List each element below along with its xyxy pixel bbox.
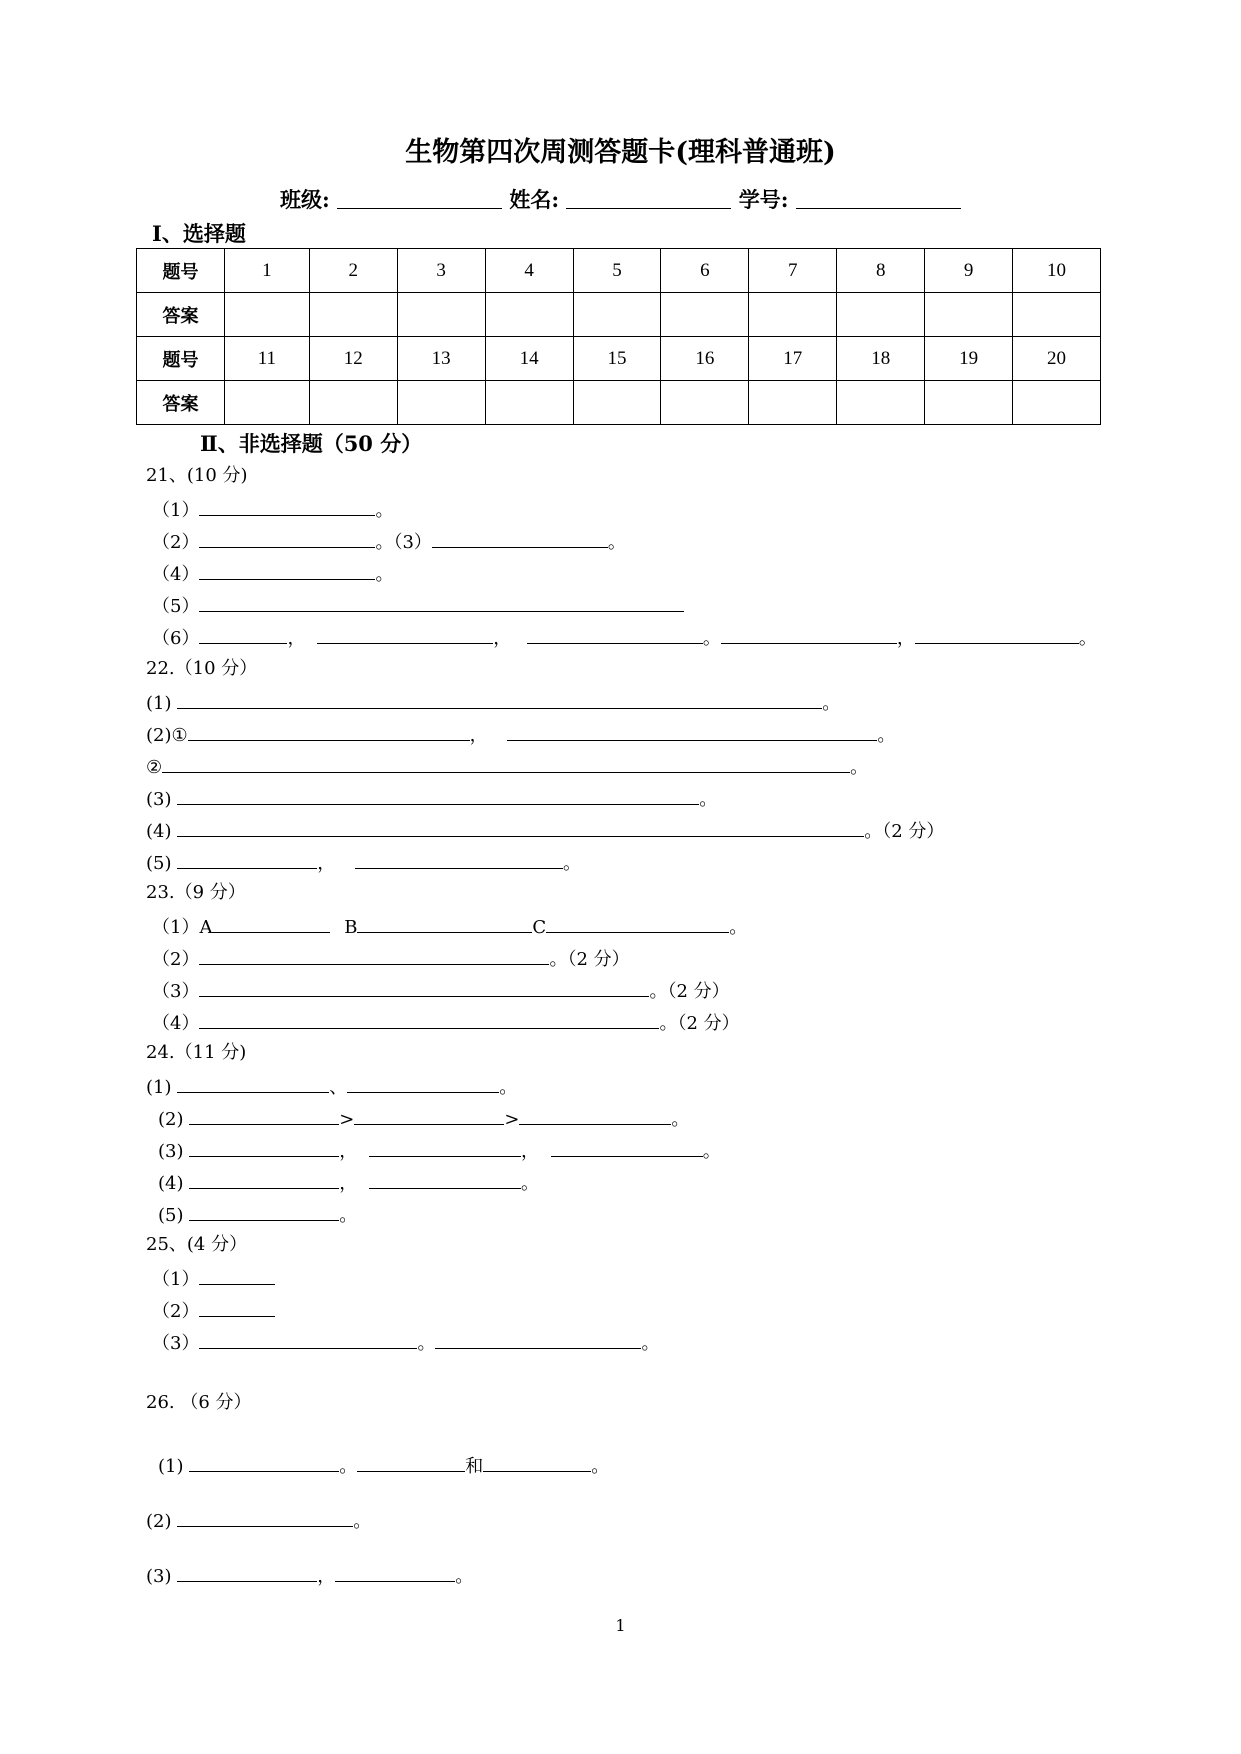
q21-part-2-3 bbox=[152, 529, 626, 554]
q22-part-4 bbox=[146, 818, 944, 843]
question-number-cell: 5 bbox=[573, 249, 661, 293]
part-label: B bbox=[344, 917, 358, 938]
page-number: 1 bbox=[615, 1616, 626, 1635]
answer-cell[interactable] bbox=[925, 381, 1013, 425]
q24-part-2 bbox=[158, 1106, 689, 1131]
answer-cell[interactable] bbox=[661, 293, 749, 337]
answer-blank[interactable] bbox=[551, 1138, 703, 1157]
q25-part-3 bbox=[152, 1330, 659, 1355]
punctuation: ， bbox=[287, 628, 306, 649]
punctuation: 。 bbox=[850, 757, 869, 778]
question-number-cell: 16 bbox=[661, 337, 749, 381]
part-label: (3) bbox=[146, 789, 172, 810]
answer-blank[interactable] bbox=[199, 529, 375, 548]
answer-blank[interactable] bbox=[177, 1074, 329, 1093]
answer-blank[interactable] bbox=[357, 914, 532, 933]
part-label: (1) bbox=[158, 1456, 184, 1477]
part-label: (2) bbox=[146, 1511, 172, 1532]
punctuation: 。 bbox=[699, 789, 718, 810]
page-title: 生物第四次周测答题卡(理科普通班) bbox=[405, 137, 836, 168]
section-2-heading: Ⅱ、非选择题（50 分） bbox=[200, 431, 423, 456]
question-number-cell: 11 bbox=[225, 337, 310, 381]
part-label: （2） bbox=[152, 1301, 200, 1322]
question-number-cell: 19 bbox=[925, 337, 1013, 381]
q25-part-1 bbox=[152, 1266, 275, 1291]
answer-blank[interactable] bbox=[507, 722, 877, 741]
class-label: 班级: bbox=[280, 187, 330, 212]
answer-cell[interactable] bbox=[573, 381, 661, 425]
part-label: （4） bbox=[152, 1013, 200, 1034]
punctuation: ， bbox=[317, 1566, 336, 1587]
question-number-cell: 9 bbox=[925, 249, 1013, 293]
q21-heading: 21、(10 分) bbox=[146, 465, 248, 486]
answer-blank[interactable] bbox=[189, 1170, 339, 1189]
question-number-cell: 7 bbox=[749, 249, 837, 293]
punctuation: 。 bbox=[520, 1173, 539, 1194]
question-number-cell: 2 bbox=[309, 249, 397, 293]
q24-part-4 bbox=[158, 1170, 539, 1195]
table-row bbox=[137, 337, 1101, 381]
q25-heading: 25、(4 分） bbox=[146, 1234, 248, 1255]
answer-cell[interactable] bbox=[837, 293, 925, 337]
punctuation: 。 bbox=[417, 1333, 436, 1354]
q22-part-2b bbox=[146, 754, 868, 779]
part-label: （1）A bbox=[152, 917, 213, 938]
punctuation: 。 bbox=[562, 853, 581, 874]
score-note: （2 分） bbox=[882, 821, 945, 842]
answer-blank[interactable] bbox=[369, 1170, 521, 1189]
question-number-cell: 13 bbox=[397, 337, 485, 381]
answer-blank[interactable] bbox=[432, 529, 608, 548]
punctuation: 。 bbox=[375, 532, 394, 553]
answer-cell[interactable] bbox=[749, 293, 837, 337]
answer-blank[interactable] bbox=[347, 1074, 499, 1093]
question-number-cell: 4 bbox=[485, 249, 573, 293]
part-label: (5) bbox=[158, 1205, 184, 1226]
question-number-cell: 6 bbox=[661, 249, 749, 293]
punctuation: ， bbox=[469, 725, 488, 746]
punctuation: 。 bbox=[375, 564, 394, 585]
q25-part-2 bbox=[152, 1298, 275, 1323]
answer-cell[interactable] bbox=[397, 293, 485, 337]
answer-blank[interactable] bbox=[177, 1508, 353, 1527]
punctuation: 。 bbox=[864, 821, 883, 842]
question-number-cell: 10 bbox=[1013, 249, 1101, 293]
part-label: (2) bbox=[158, 1109, 184, 1130]
part-label: (3) bbox=[146, 1566, 172, 1587]
punctuation: 。 bbox=[339, 1205, 358, 1226]
q21-part-1 bbox=[152, 497, 393, 522]
answer-cell[interactable] bbox=[225, 293, 310, 337]
student-id-field[interactable] bbox=[796, 188, 961, 209]
question-number-cell: 18 bbox=[837, 337, 925, 381]
answer-cell[interactable] bbox=[225, 381, 310, 425]
answer-cell[interactable] bbox=[397, 381, 485, 425]
punctuation: 。 bbox=[877, 725, 896, 746]
q26-part-3 bbox=[146, 1563, 473, 1588]
answer-blank[interactable] bbox=[357, 1453, 465, 1472]
q22-part-2 bbox=[146, 722, 895, 747]
answer-blank[interactable] bbox=[212, 914, 330, 933]
answer-blank[interactable] bbox=[199, 561, 375, 580]
answer-blank[interactable] bbox=[335, 1563, 455, 1582]
part-label: （2） bbox=[152, 532, 200, 553]
punctuation: ， bbox=[520, 1141, 539, 1162]
answer-blank[interactable] bbox=[546, 914, 729, 933]
answer-cell[interactable] bbox=[485, 293, 573, 337]
answer-blank[interactable] bbox=[177, 690, 822, 709]
answer-cell[interactable] bbox=[837, 381, 925, 425]
punctuation: ， bbox=[493, 628, 512, 649]
question-number-cell: 1 bbox=[225, 249, 310, 293]
q24-part-3 bbox=[158, 1138, 721, 1163]
answer-blank[interactable] bbox=[199, 625, 287, 644]
answer-blank[interactable] bbox=[199, 1010, 659, 1029]
question-number-cell: 3 bbox=[397, 249, 485, 293]
question-number-cell: 20 bbox=[1013, 337, 1101, 381]
punctuation: 。 bbox=[607, 532, 626, 553]
answer-blank[interactable] bbox=[199, 1298, 275, 1317]
part-label: （2） bbox=[152, 949, 200, 970]
punctuation: 。 bbox=[671, 1109, 690, 1130]
score-note: （2 分） bbox=[667, 981, 730, 1002]
answer-blank[interactable] bbox=[189, 1106, 339, 1125]
answer-blank[interactable] bbox=[177, 786, 699, 805]
q21-part-6 bbox=[152, 625, 1097, 650]
part-label: （5） bbox=[152, 596, 200, 617]
question-number-cell: 15 bbox=[573, 337, 661, 381]
answer-blank[interactable] bbox=[177, 1563, 317, 1582]
question-number-cell: 17 bbox=[749, 337, 837, 381]
part-label: （3） bbox=[393, 532, 432, 553]
punctuation: ， bbox=[896, 628, 915, 649]
question-label-cell: 题号 bbox=[137, 337, 225, 381]
part-label: (1) bbox=[146, 1077, 172, 1098]
answer-blank[interactable] bbox=[189, 1138, 339, 1157]
part-label: (5) bbox=[146, 853, 172, 874]
punctuation: 。 bbox=[455, 1566, 474, 1587]
part-label: （6） bbox=[152, 628, 200, 649]
punctuation: 。 bbox=[641, 1333, 660, 1354]
answer-cell[interactable] bbox=[309, 293, 397, 337]
answer-blank[interactable] bbox=[162, 754, 850, 773]
question-number-cell: 8 bbox=[837, 249, 925, 293]
punctuation: 。 bbox=[353, 1511, 372, 1532]
answer-blank[interactable] bbox=[915, 625, 1079, 644]
punctuation: 。 bbox=[729, 917, 748, 938]
punctuation: 。 bbox=[702, 628, 721, 649]
q23-part-4 bbox=[152, 1010, 740, 1035]
name-field[interactable] bbox=[566, 188, 731, 209]
score-note: （2 分） bbox=[677, 1013, 740, 1034]
answer-label-cell: 答案 bbox=[137, 381, 225, 425]
answer-cell[interactable] bbox=[661, 381, 749, 425]
punctuation: ， bbox=[339, 1173, 358, 1194]
punctuation: 。 bbox=[659, 1013, 678, 1034]
answer-blank[interactable] bbox=[519, 1106, 671, 1125]
part-label: （3） bbox=[152, 1333, 200, 1354]
punctuation: 。 bbox=[822, 693, 841, 714]
q22-part-5 bbox=[146, 850, 581, 875]
q22-part-3 bbox=[146, 786, 717, 811]
punctuation: ， bbox=[339, 1141, 358, 1162]
q24-part-1 bbox=[146, 1074, 517, 1099]
answer-blank[interactable] bbox=[177, 850, 317, 869]
punctuation: 。 bbox=[1078, 628, 1097, 649]
part-label: (4) bbox=[158, 1173, 184, 1194]
answer-blank[interactable] bbox=[189, 1202, 339, 1221]
part-label: (3) bbox=[158, 1141, 184, 1162]
answer-blank[interactable] bbox=[483, 1453, 591, 1472]
answer-blank[interactable] bbox=[435, 1330, 641, 1349]
q23-part-2 bbox=[152, 946, 630, 971]
answer-blank[interactable] bbox=[199, 593, 684, 612]
part-label: (4) bbox=[146, 821, 172, 842]
name-label: 姓名: bbox=[509, 187, 560, 212]
answer-blank[interactable] bbox=[199, 1266, 275, 1285]
part-label: （3） bbox=[152, 981, 200, 1002]
punctuation: ， bbox=[317, 853, 336, 874]
table-row bbox=[137, 293, 1101, 337]
answer-blank[interactable] bbox=[317, 625, 493, 644]
q23-part-3 bbox=[152, 978, 730, 1003]
question-label-cell: 题号 bbox=[137, 249, 225, 293]
answer-blank[interactable] bbox=[355, 850, 563, 869]
answer-blank[interactable] bbox=[721, 625, 897, 644]
table-row bbox=[137, 249, 1101, 293]
part-label: （4） bbox=[152, 564, 200, 585]
part-label: ② bbox=[146, 757, 163, 778]
class-field[interactable] bbox=[337, 188, 502, 209]
score-note: （2 分） bbox=[567, 949, 630, 970]
question-number-cell: 12 bbox=[309, 337, 397, 381]
answer-cell[interactable] bbox=[573, 293, 661, 337]
question-number-cell: 14 bbox=[485, 337, 573, 381]
q22-heading: 22.（10 分） bbox=[146, 658, 258, 679]
part-label: （1） bbox=[152, 500, 200, 521]
answer-cell[interactable] bbox=[749, 381, 837, 425]
answer-blank[interactable] bbox=[199, 1330, 417, 1349]
q26-heading: 26. （6 分） bbox=[146, 1392, 252, 1413]
answer-blank[interactable] bbox=[199, 946, 549, 965]
part-label: (1) bbox=[146, 693, 172, 714]
punctuation: 。 bbox=[549, 949, 568, 970]
answer-blank[interactable] bbox=[189, 1453, 339, 1472]
part-label: （1） bbox=[152, 1269, 200, 1290]
answer-blank[interactable] bbox=[177, 818, 864, 837]
punctuation: 。 bbox=[339, 1456, 358, 1477]
greater-than-sign: > bbox=[504, 1109, 520, 1130]
q21-part-5 bbox=[152, 593, 684, 618]
part-label: (2)① bbox=[146, 725, 188, 746]
answer-blank[interactable] bbox=[369, 1138, 521, 1157]
answer-cell[interactable] bbox=[485, 381, 573, 425]
answer-label-cell: 答案 bbox=[137, 293, 225, 337]
part-label: C bbox=[532, 917, 547, 938]
student-info-row bbox=[280, 184, 961, 214]
punctuation: 。 bbox=[649, 981, 668, 1002]
answer-cell[interactable] bbox=[1013, 293, 1101, 337]
punctuation: 、 bbox=[329, 1077, 348, 1098]
answer-blank[interactable] bbox=[354, 1106, 504, 1125]
punctuation: 。 bbox=[499, 1077, 518, 1098]
student-id-label: 学号: bbox=[738, 187, 789, 212]
section-1-heading: Ⅰ、选择题 bbox=[152, 221, 246, 246]
q26-part-2 bbox=[146, 1508, 371, 1533]
q22-part-1 bbox=[146, 690, 840, 715]
greater-than-sign: > bbox=[339, 1109, 355, 1130]
q23-part-1 bbox=[152, 914, 747, 939]
q24-part-5 bbox=[158, 1202, 357, 1227]
answer-blank[interactable] bbox=[199, 497, 375, 516]
answer-blank[interactable] bbox=[188, 722, 470, 741]
table-row bbox=[137, 381, 1101, 425]
punctuation: 。 bbox=[702, 1141, 721, 1162]
q24-heading: 24.（11 分) bbox=[146, 1042, 247, 1063]
answer-blank[interactable] bbox=[199, 978, 649, 997]
answer-cell[interactable] bbox=[1013, 381, 1101, 425]
answer-cell[interactable] bbox=[925, 293, 1013, 337]
punctuation: 。 bbox=[375, 500, 394, 521]
q23-heading: 23.（9 分） bbox=[146, 882, 246, 903]
answer-cell[interactable] bbox=[309, 381, 397, 425]
q21-part-4 bbox=[152, 561, 393, 586]
punctuation: 。 bbox=[591, 1456, 610, 1477]
q26-part-1 bbox=[158, 1453, 609, 1478]
choice-answer-table bbox=[136, 248, 1101, 425]
conjunction: 和 bbox=[465, 1456, 484, 1477]
answer-blank[interactable] bbox=[527, 625, 703, 644]
